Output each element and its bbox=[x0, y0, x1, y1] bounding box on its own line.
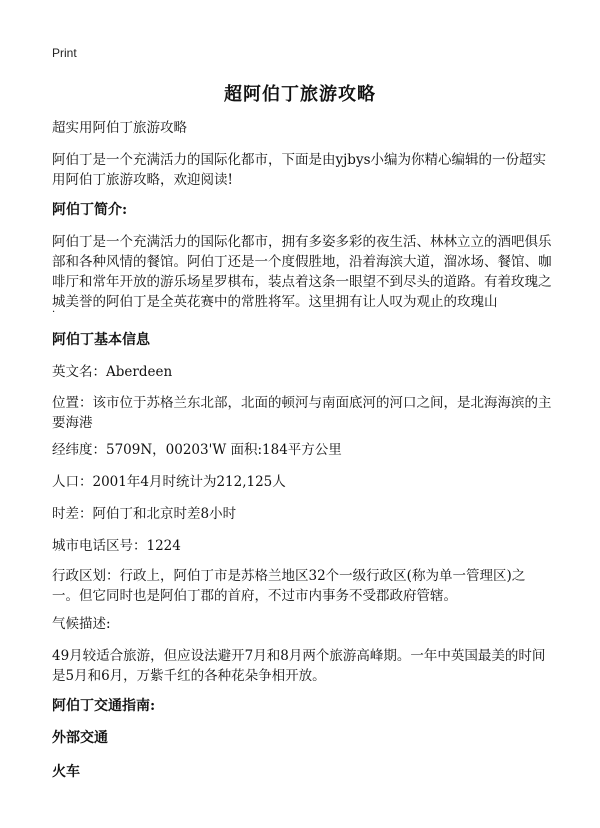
info-location: 位置：该市位于苏格兰东北部，北面的顿河与南面底河的河口之间，是北海海滨的主要海港 bbox=[52, 395, 552, 431]
climate-label: 气候描述: bbox=[52, 616, 111, 632]
climate-paragraph: 49月较适合旅游，但应设法避开7月和8月两个旅游高峰期。一年中英国最美的时间是5月和6月，万紫千红的各种花朵争相开放。 bbox=[52, 648, 546, 684]
info-timezone: 时差：阿伯丁和北京时差8小时 bbox=[52, 506, 237, 522]
info-phone-code: 城市电话区号：1224 bbox=[52, 538, 181, 554]
section-heading-traffic: 阿伯丁交通指南: bbox=[52, 698, 156, 714]
info-coordinates: 经纬度：5709N，00203'W 面积:184平方公里 bbox=[52, 442, 342, 458]
subheading-external-traffic: 外部交通 bbox=[52, 730, 108, 746]
intro-section-paragraph: 阿伯丁是一个充满活力的国际化都市，拥有多姿多彩的夜生活、林林立立的酒吧俱乐部和各种风情的餐馆。阿伯丁还是一个度假胜地，沿着海滨大道，溜冰场、餐馆、咖啡厅和常年开放的游乐场星罗棋布，装点着这条一眼望不到尽头的道路。有着玫瑰之城美誉的阿伯丁是全英花赛中的常胜将军。这里拥有让人叹为观止的玫瑰山 bbox=[52, 234, 552, 310]
info-english-name: 英文名：Aberdeen bbox=[52, 364, 173, 380]
section-heading-info: 阿伯丁基本信息 bbox=[52, 332, 150, 348]
subheading-train: 火车 bbox=[52, 764, 80, 780]
page-title: 超阿伯丁旅游攻略 bbox=[224, 84, 376, 105]
section-heading-intro: 阿伯丁简介: bbox=[52, 202, 128, 218]
intro-paragraph: 阿伯丁是一个充满活力的国际化都市，下面是由yjbys小编为你精心编辑的一份超实用阿伯丁旅游攻略，欢迎阅读! bbox=[52, 152, 547, 188]
print-link[interactable]: Print bbox=[52, 46, 77, 60]
subtitle: 超实用阿伯丁旅游攻略 bbox=[52, 120, 187, 136]
info-administration: 行政区划：行政上，阿伯丁市是苏格兰地区32个一级行政区(称为单一管理区)之一。但它同时也是阿伯丁郡的首府，不过市内事务不受郡政府管辖。 bbox=[52, 568, 526, 604]
info-population: 人口：2001年4月时统计为212,125人 bbox=[52, 474, 286, 490]
continuation-dot: · bbox=[52, 307, 56, 318]
